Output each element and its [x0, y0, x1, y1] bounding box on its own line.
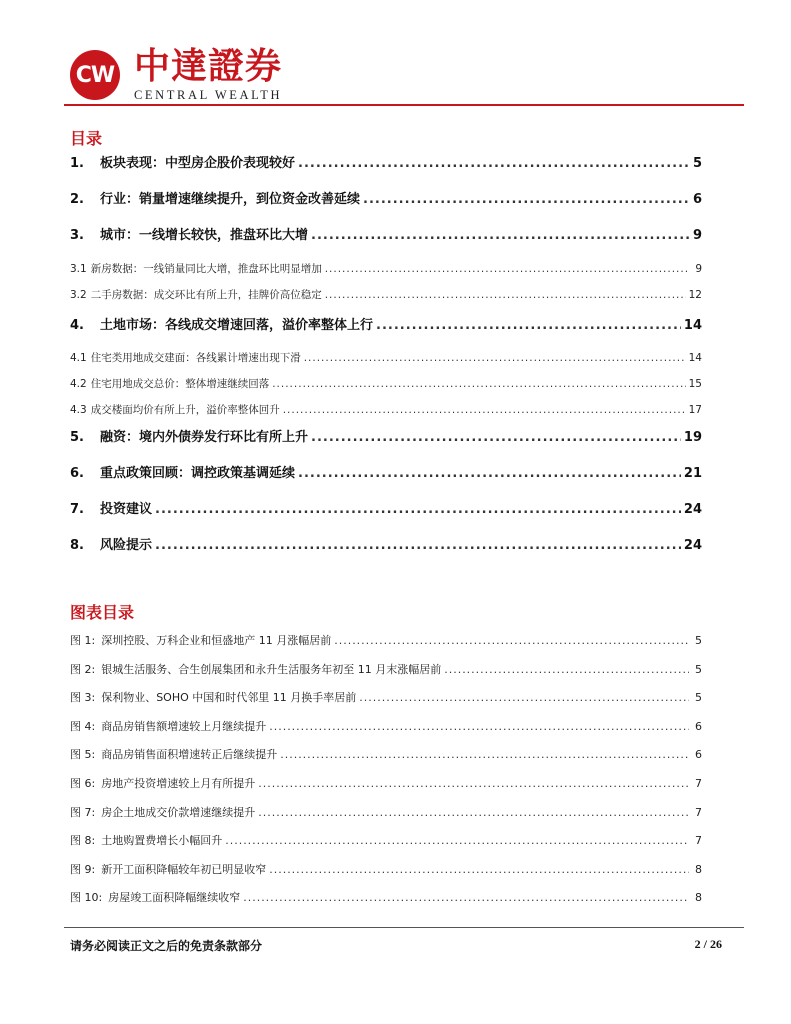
- toc-entry[interactable]: [70, 224, 702, 243]
- toc-entry-label: 住宅类用地成交建面：各线累计增速出现下滑: [90, 352, 301, 364]
- toc-entry[interactable]: [70, 402, 702, 417]
- toc-entry-page: 6: [692, 192, 702, 207]
- toc-entry-page: 9: [692, 228, 702, 243]
- toc-entry-number: 4.1: [70, 352, 87, 364]
- toc-entry-page: 14: [683, 318, 702, 333]
- figure-entry-page: 6: [695, 748, 702, 762]
- leader-dots: [311, 430, 681, 445]
- toc-entry-number: 2.: [70, 192, 84, 207]
- figure-entry-label: 保利物业、SOHO 中国和时代邻里 11 月换手率居前: [101, 691, 357, 705]
- figure-entry-number: 图 3:: [70, 691, 96, 705]
- toc-entry-label: 城市：一线增长较快，推盘环比大增: [100, 228, 309, 243]
- page-header: [64, 40, 744, 110]
- toc-entry[interactable]: [70, 287, 702, 302]
- figure-entry-page: 7: [695, 834, 702, 848]
- leader-dots: [376, 318, 681, 333]
- leader-dots: [155, 538, 681, 553]
- toc-entry-page: 21: [683, 466, 702, 481]
- leader-dots: [298, 466, 681, 481]
- leader-dots: [272, 378, 685, 390]
- toc-entry-page: 14: [688, 352, 702, 364]
- figure-entry-label: 新开工面积降幅较年初已明显收窄: [101, 862, 267, 876]
- brand-name-cn: 中達證券: [134, 45, 283, 87]
- toc-entry-number: 3.1: [70, 263, 87, 275]
- figure-entry-label: 房屋竣工面积降幅继续收窄: [108, 891, 241, 905]
- figure-entry-label: 深圳控股、万科企业和恒盛地产 11 月涨幅居前: [101, 634, 332, 647]
- toc-entry-label: 投资建议: [100, 502, 153, 517]
- toc-entry-number: 4.: [70, 318, 84, 333]
- leader-dots: [243, 891, 689, 904]
- leader-dots: [269, 863, 689, 876]
- toc-entry-label: 重点政策回顾：调控政策基调延续: [100, 466, 296, 481]
- toc-entry-number: 7.: [70, 502, 84, 517]
- leader-dots: [444, 663, 689, 676]
- toc-entry-page: 9: [695, 263, 702, 275]
- toc-entry-label: 融资：境内外债券发行环比有所上升: [100, 430, 309, 445]
- figure-entry[interactable]: [70, 632, 702, 648]
- figure-entry-number: 图 9:: [70, 862, 96, 876]
- figure-entry-number: 图 10:: [70, 891, 103, 905]
- figure-entry-number: 图 4:: [70, 719, 96, 733]
- toc-entry[interactable]: [70, 376, 702, 391]
- figure-entry-page: 5: [695, 691, 702, 705]
- figure-entry[interactable]: [70, 718, 702, 734]
- figure-entry[interactable]: [70, 661, 702, 677]
- toc-title: 目录: [70, 129, 103, 148]
- leader-dots: [155, 502, 681, 517]
- brand-name-en: CENTRAL WEALTH: [134, 88, 283, 102]
- toc-entry[interactable]: [70, 534, 702, 553]
- figure-entry-page: 8: [695, 891, 702, 905]
- toc-entry[interactable]: [70, 261, 702, 276]
- leader-dots: [334, 634, 689, 647]
- figure-entry-number: 图 7:: [70, 805, 96, 819]
- figure-entry-page: 5: [695, 662, 702, 676]
- figure-entry[interactable]: [70, 689, 702, 705]
- toc-entry[interactable]: [70, 462, 702, 481]
- figure-entry[interactable]: [70, 861, 702, 877]
- toc-entry-label: 风险提示: [100, 538, 153, 553]
- leader-dots: [363, 192, 689, 207]
- figure-entry-page: 7: [695, 777, 702, 790]
- toc-entry[interactable]: [70, 498, 702, 517]
- toc-entry-number: 8.: [70, 538, 84, 553]
- figure-entry-number: 图 6:: [70, 777, 96, 790]
- figure-entry-label: 土地购置费增长小幅回升: [101, 834, 223, 848]
- leader-dots: [359, 691, 689, 704]
- toc-entry-label: 成交楼面均价有所上升，溢价率整体回升: [90, 404, 280, 416]
- footer-divider: [64, 927, 744, 928]
- toc-entry-number: 5.: [70, 430, 84, 445]
- toc-entry-label: 住宅用地成交总价：整体增速继续回落: [90, 378, 270, 390]
- leader-dots: [280, 748, 689, 761]
- toc-entry-page: 17: [688, 404, 702, 416]
- figure-entry-number: 图 8:: [70, 834, 96, 848]
- toc-entry[interactable]: [70, 188, 702, 207]
- leader-dots: [298, 156, 689, 171]
- figure-entry-page: 7: [695, 805, 702, 819]
- toc-entry-page: 15: [688, 378, 702, 390]
- figure-entry-label: 房企土地成交价款增速继续提升: [101, 805, 256, 819]
- figure-entry[interactable]: [70, 832, 702, 848]
- figure-entry-number: 图 2:: [70, 662, 96, 676]
- toc-entry[interactable]: [70, 426, 702, 445]
- figure-entry-number: 图 1:: [70, 634, 96, 647]
- toc-entry-number: 4.3: [70, 404, 87, 416]
- figure-entry-page: 6: [695, 719, 702, 733]
- toc-entry-label: 二手房数据：成交环比有所上升，挂牌价高位稳定: [90, 289, 322, 301]
- leader-dots: [311, 228, 689, 243]
- figure-entry-label: 银城生活服务、合生创展集团和永升生活服务年初至 11 月末涨幅居前: [101, 662, 442, 676]
- figure-entry-label: 房地产投资增速较上月有所提升: [101, 777, 256, 790]
- leader-dots: [325, 289, 686, 301]
- figure-entry-label: 商品房销售面积增速转正后继续提升: [101, 748, 278, 762]
- toc-entry-label: 土地市场：各线成交增速回落，溢价率整体上行: [100, 318, 374, 333]
- toc-entry-label: 行业：销量增速继续提升，到位资金改善延续: [100, 192, 361, 207]
- toc-entry-number: 3.2: [70, 289, 87, 301]
- leader-dots: [304, 352, 686, 364]
- leader-dots: [325, 263, 689, 275]
- toc-entry[interactable]: [70, 152, 702, 171]
- toc-entry-number: 4.2: [70, 378, 87, 390]
- figure-entry-label: 商品房销售额增速较上月继续提升: [101, 719, 267, 733]
- toc-entry-page: 5: [692, 156, 702, 171]
- brand-logo-mark: CW: [70, 50, 120, 100]
- leader-dots: [258, 777, 689, 790]
- header-divider: [64, 104, 744, 106]
- toc-entry-number: 1.: [70, 156, 84, 171]
- toc-entry[interactable]: [70, 314, 702, 333]
- leader-dots: [225, 834, 689, 847]
- toc-entry-page: 24: [683, 538, 702, 553]
- figure-entry-page: 5: [695, 634, 702, 647]
- leader-dots: [283, 404, 686, 416]
- toc-entry-number: 3.: [70, 228, 84, 243]
- toc-entry-label: 板块表现：中型房企股价表现较好: [100, 156, 296, 171]
- figure-entry[interactable]: [70, 804, 702, 820]
- figure-entry-page: 8: [695, 862, 702, 876]
- leader-dots: [269, 720, 689, 733]
- page-number: 2 / 26: [694, 937, 722, 951]
- toc-entry-page: 24: [683, 502, 702, 517]
- figure-entry[interactable]: [70, 889, 702, 905]
- toc-entry-page: 19: [683, 430, 702, 445]
- leader-dots: [258, 806, 689, 819]
- toc-entry[interactable]: [70, 350, 702, 365]
- figure-entry-number: 图 5:: [70, 748, 96, 762]
- figure-entry[interactable]: [70, 746, 702, 762]
- toc-entry-label: 新房数据：一线销量同比大增，推盘环比明显增加: [90, 263, 322, 275]
- toc-entry-number: 6.: [70, 466, 84, 481]
- figures-title: 图表目录: [70, 603, 135, 622]
- toc-entry-page: 12: [688, 289, 702, 301]
- footer-disclaimer: 请务必阅读正文之后的免责条款部分: [70, 939, 263, 953]
- figure-entry[interactable]: [70, 775, 702, 791]
